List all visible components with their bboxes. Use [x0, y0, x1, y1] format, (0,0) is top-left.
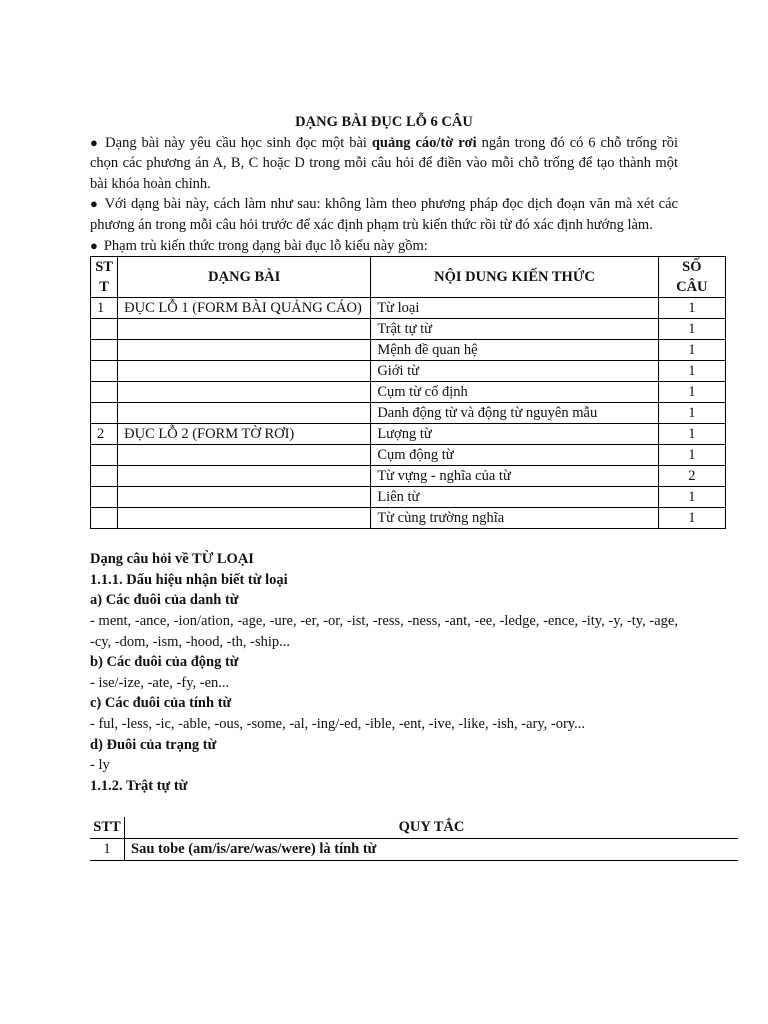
- table-row: [91, 445, 726, 466]
- intro-p3-text: Phạm trù kiến thức trong dạng bài đục lỗ kiểu này gồm:: [103, 237, 428, 254]
- cell-dang-bai: ĐỤC LỖ 1 (FORM BÀI QUẢNG CÁO): [118, 298, 371, 319]
- cell-so-cau: 1: [658, 298, 725, 319]
- adverb-suffix-title: d) Đuôi của trạng từ: [90, 736, 217, 753]
- cell-so-cau: 1: [658, 403, 725, 424]
- header-so-cau: SỐ CÂU: [658, 257, 725, 298]
- cell-so-cau: 1: [658, 508, 725, 529]
- adjective-suffix-text: - ful, -less, -ic, -able, -ous, -some, -al, -ing/-ed, -ible, -ent, -ive, -like, -ish, -ary, -ory...: [90, 715, 585, 732]
- cell-stt: 1: [91, 298, 118, 319]
- cell-noi-dung: Cụm từ cố định: [371, 382, 658, 403]
- cell-dang-bai: ĐỤC LỖ 2 (FORM TỜ RƠI): [118, 424, 371, 445]
- cell-noi-dung: Lượng từ: [371, 424, 658, 445]
- cell-noi-dung: Trật tự từ: [371, 319, 658, 340]
- intro-p1-text-a: Dạng bài này yêu cầu học sinh đọc một bài: [105, 134, 372, 151]
- cell-stt: [91, 487, 118, 508]
- cell-stt: [91, 403, 118, 424]
- table-row: [91, 319, 726, 340]
- cell-dang-bai: [118, 382, 371, 403]
- document-content: [90, 112, 708, 861]
- section-heading: Dạng câu hỏi về TỪ LOẠI: [90, 551, 254, 568]
- header-noi-dung: NỘI DUNG KIẾN THỨC: [371, 257, 658, 298]
- table-row: [90, 839, 738, 861]
- cell-noi-dung: Giới từ: [371, 361, 658, 382]
- cell-noi-dung: Danh động từ và động từ nguyên mẫu: [371, 403, 658, 424]
- cell-so-cau: 1: [658, 340, 725, 361]
- cell-stt: [91, 382, 118, 403]
- knowledge-table: [90, 256, 726, 529]
- cell-stt: [91, 361, 118, 382]
- word-order-table: [90, 817, 738, 861]
- table-row: [91, 424, 726, 445]
- verb-suffix-text: - ise/-ize, -ate, -fy, -en...: [90, 674, 230, 691]
- cell-dang-bai: [118, 445, 371, 466]
- table-row: [91, 466, 726, 487]
- cell-noi-dung: Từ loại: [371, 298, 658, 319]
- cell-dang-bai: [118, 487, 371, 508]
- cell-so-cau: 1: [658, 382, 725, 403]
- cell-so-cau: 1: [658, 487, 725, 508]
- cell-so-cau: 1: [658, 424, 725, 445]
- header-stt: STT: [90, 817, 125, 839]
- cell-dang-bai: [118, 340, 371, 361]
- cell-noi-dung: Từ cùng trường nghĩa: [371, 508, 658, 529]
- cell-noi-dung: Mệnh đề quan hệ: [371, 340, 658, 361]
- cell-stt: [91, 319, 118, 340]
- table-header-row: [90, 817, 738, 839]
- table-row: [91, 298, 726, 319]
- cell-stt: 1: [90, 839, 125, 861]
- verb-suffix-title: b) Các đuôi của động từ: [90, 654, 239, 671]
- cell-so-cau: 2: [658, 466, 725, 487]
- header-stt: STT: [91, 257, 118, 298]
- table-row: [91, 361, 726, 382]
- cell-noi-dung: Từ vựng - nghĩa của từ: [371, 466, 658, 487]
- intro-paragraph-2: [90, 194, 678, 235]
- cell-quy-tac: Sau tobe (am/is/are/was/were) là tính từ: [125, 839, 739, 861]
- intro-p1-bold: quảng cáo/tờ rơi: [371, 134, 477, 151]
- page-title: DẠNG BÀI ĐỤC LỖ 6 CÂU: [295, 114, 473, 130]
- word-type-section: [90, 549, 678, 796]
- table-header-row: [91, 257, 726, 298]
- cell-noi-dung: Cụm động từ: [371, 445, 658, 466]
- intro-paragraph-3: [90, 236, 678, 257]
- noun-suffix-title: a) Các đuôi của danh từ: [90, 592, 239, 609]
- table-row: [91, 403, 726, 424]
- cell-stt: [91, 340, 118, 361]
- cell-stt: 2: [91, 424, 118, 445]
- cell-so-cau: 1: [658, 361, 725, 382]
- intro-paragraph-1: [90, 133, 678, 195]
- cell-dang-bai: [118, 466, 371, 487]
- cell-dang-bai: [118, 361, 371, 382]
- table-row: [91, 382, 726, 403]
- cell-so-cau: 1: [658, 319, 725, 340]
- subsection-1-1-1: 1.1.1. Dấu hiệu nhận biết từ loại: [90, 571, 288, 588]
- table-row: [91, 508, 726, 529]
- table-row: [91, 340, 726, 361]
- adverb-suffix-text: - ly: [90, 757, 110, 774]
- cell-stt: [91, 508, 118, 529]
- noun-suffix-text: - ment, -ance, -ion/ation, -age, -ure, -er, -or, -ist, -ress, -ness, -ant, -ee, -ledge, -ence, -ity, -y, -ty, -age, -cy, -dom, -ism, -hood, -th, -ship...: [90, 612, 678, 650]
- cell-stt: [91, 466, 118, 487]
- header-dang-bai: DẠNG BÀI: [118, 257, 371, 298]
- cell-stt: [91, 445, 118, 466]
- intro-p1-text-b: ngắn trong đó có 6 chỗ trống rồi chọn các phương án A, B, C hoặc D trong mỗi câu hỏi để điền vào mỗi chỗ trống để tạo thành một bài khóa hoàn chỉnh.: [90, 134, 678, 192]
- cell-so-cau: 1: [658, 445, 725, 466]
- header-quy-tac: QUY TẮC: [125, 817, 739, 839]
- cell-dang-bai: [118, 403, 371, 424]
- table-row: [91, 487, 726, 508]
- cell-dang-bai: [118, 508, 371, 529]
- subsection-1-1-2: 1.1.2. Trật tự từ: [90, 777, 188, 794]
- intro-p2-text: Với dạng bài này, cách làm như sau: không làm theo phương pháp đọc dịch đoạn văn mà xét các phương án trong mỗi câu hỏi trước để xác định phạm trù kiến thức rồi từ đó xác định hướng làm.: [90, 196, 678, 233]
- cell-dang-bai: [118, 319, 371, 340]
- adjective-suffix-title: c) Các đuôi của tính từ: [90, 695, 232, 712]
- cell-noi-dung: Liên từ: [371, 487, 658, 508]
